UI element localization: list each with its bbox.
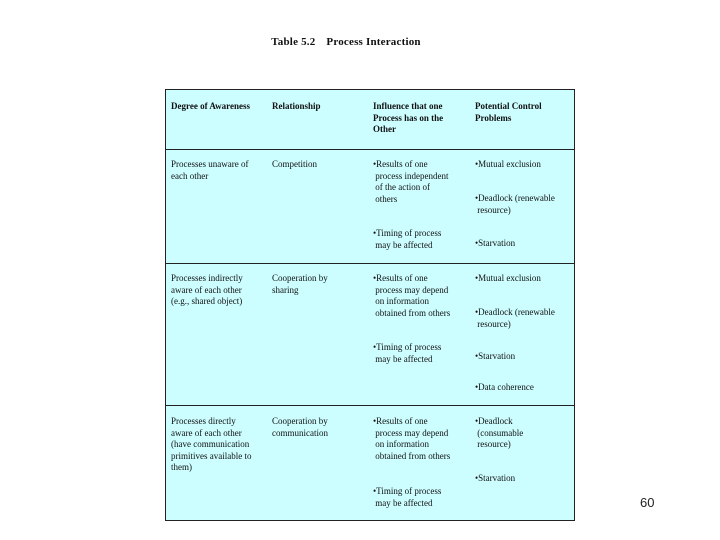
table-title xyxy=(0,36,720,48)
row-divider xyxy=(166,149,574,150)
header-influence: Influence that one Process has on the Other xyxy=(373,101,444,134)
table-number: Table 5.2 xyxy=(271,36,316,48)
row1-problem-2: •Deadlock (renewable resource) xyxy=(475,193,555,215)
row3-problem-1: •Deadlock (consumable resource) xyxy=(475,416,524,449)
page-number: 60 xyxy=(640,495,655,510)
row2-problem-2: •Deadlock (renewable resource) xyxy=(475,307,555,329)
row3-influence-2: •Timing of process may be affected xyxy=(373,486,442,508)
row3-awareness: Processes directly aware of each other (have communication primitives available to them) xyxy=(171,416,252,472)
row2-problem-4: •Data coherence xyxy=(475,382,534,392)
table-caption: Process Interaction xyxy=(326,36,421,48)
row3-influence-1: •Results of one process may depend on information obtained from others xyxy=(373,416,451,461)
header-relationship: Relationship xyxy=(272,101,321,111)
process-interaction-table xyxy=(165,89,575,521)
row-divider xyxy=(166,405,574,406)
row3-problem-2: •Starvation xyxy=(475,473,516,483)
row1-problem-1: •Mutual exclusion xyxy=(475,159,541,169)
row2-awareness: Processes indirectly aware of each other (e.g., shared object) xyxy=(171,273,243,306)
header-awareness: Degree of Awareness xyxy=(171,101,250,111)
row2-relationship: Cooperation by sharing xyxy=(272,273,328,295)
row1-influence-2: •Timing of process may be affected xyxy=(373,228,442,250)
row1-influence-1: •Results of one process independent of the action of others xyxy=(373,159,449,204)
row3-relationship: Cooperation by communication xyxy=(272,416,328,438)
row1-problem-3: •Starvation xyxy=(475,238,516,248)
row2-problem-3: •Starvation xyxy=(475,351,516,361)
row2-influence-2: •Timing of process may be affected xyxy=(373,342,442,364)
header-problems: Potential Control Problems xyxy=(475,101,542,123)
row1-awareness: Processes unaware of each other xyxy=(171,159,249,181)
row1-relationship: Competition xyxy=(272,159,317,169)
row-divider xyxy=(166,263,574,264)
row2-problem-1: •Mutual exclusion xyxy=(475,273,541,283)
row2-influence-1: •Results of one process may depend on information obtained from others xyxy=(373,273,451,318)
